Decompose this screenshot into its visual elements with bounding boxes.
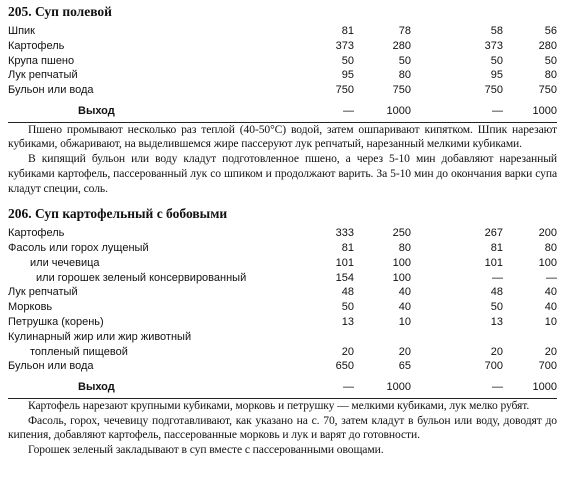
- gross-weight-2: 81: [490, 242, 503, 255]
- gross-weight-1: 50: [341, 54, 354, 67]
- net-weight-2: 100: [538, 256, 557, 269]
- recipe-206-title: 206. Суп картофельный с бобовыми: [8, 206, 228, 222]
- gross-weight-2: —: [492, 271, 503, 284]
- net-weight-1: 280: [392, 39, 411, 52]
- net-weight-2: —: [546, 271, 557, 284]
- gross-weight-2: 48: [490, 286, 503, 299]
- gross-weight-2: 373: [484, 39, 503, 52]
- gross-weight-1: 154: [335, 271, 354, 284]
- net-weight-2: 40: [544, 301, 557, 314]
- output-value-1: —: [343, 104, 354, 117]
- ingredient-row: [8, 359, 557, 374]
- recipe-206-paragraph: Фасоль, горох, чечевицу подготавливают, как указано на с. 70, затем кладут в бульон или воду, доводят до кипения, добавляют картофель, пассерованные морковь и лук и варят до готовности.: [8, 413, 557, 442]
- output-value-2: 1000: [386, 381, 411, 394]
- ingredient-name: Бульон или вода: [8, 84, 94, 97]
- ingredient-row: [8, 345, 557, 360]
- gross-weight-1: 333: [335, 227, 354, 240]
- net-weight-1: 40: [398, 286, 411, 299]
- net-weight-2: 80: [544, 69, 557, 82]
- ingredient-name: Морковь: [8, 301, 53, 314]
- net-weight-1: 50: [398, 54, 411, 67]
- gross-weight-2: 58: [490, 25, 503, 37]
- gross-weight-1: 373: [335, 39, 354, 52]
- ingredient-row: [8, 39, 557, 54]
- recipe-205-ingredients-table: [8, 24, 557, 123]
- section-gap: [8, 196, 557, 206]
- net-weight-2: 80: [544, 242, 557, 255]
- net-weight-1: 20: [398, 345, 411, 358]
- net-weight-1: 100: [392, 256, 411, 269]
- net-weight-1: 10: [398, 316, 411, 329]
- gross-weight-1: 101: [335, 256, 354, 269]
- net-weight-1: 78: [398, 25, 411, 37]
- ingredient-name: Лук репчатый: [8, 69, 78, 82]
- net-weight-1: 80: [398, 242, 411, 255]
- net-weight-2: 50: [544, 54, 557, 67]
- net-weight-2: 750: [538, 84, 557, 97]
- ingredient-name: Лук репчатый: [8, 286, 78, 299]
- ingredient-name: или горошек зеленый консервированный: [36, 271, 247, 284]
- gross-weight-2: 700: [484, 360, 503, 373]
- recipe-page: [8, 4, 557, 458]
- recipe-206-paragraph: Картофель нарезают крупными кубиками, морковь и петрушку — мелкими кубиками, лук мелко рубят.: [28, 399, 530, 413]
- ingredient-row: [8, 271, 557, 286]
- net-weight-2: 56: [544, 25, 557, 37]
- output-value-4: 1000: [532, 104, 557, 117]
- ingredient-row: [8, 285, 557, 300]
- ingredient-row: [8, 54, 557, 69]
- recipe-205-paragraph: Пшено промывают несколько раз теплой (40-50°С) водой, затем ошпаривают кипятком. Шпик нарезают кубиками, обжаривают, на выделившемся жире пассеруют лук репчатый, нарезанный мелкими кубиками.: [8, 122, 557, 151]
- gross-weight-2: 750: [484, 84, 503, 97]
- net-weight-2: 40: [544, 286, 557, 299]
- net-weight-2: 700: [538, 360, 557, 373]
- gross-weight-2: 101: [484, 256, 503, 269]
- ingredient-row: [8, 241, 557, 256]
- ingredient-name: Фасоль или горох лущеный: [8, 242, 149, 255]
- output-value-1: —: [343, 381, 354, 394]
- ingredient-name: Шпик: [8, 25, 35, 37]
- gross-weight-1: 48: [341, 286, 354, 299]
- gross-weight-2: 267: [484, 227, 503, 240]
- ingredient-name: Кулинарный жир или жир животный: [8, 330, 192, 343]
- ingredient-row: [8, 83, 557, 98]
- output-label: Выход: [78, 381, 115, 394]
- ingredient-row: [8, 330, 557, 345]
- net-weight-1: 40: [398, 301, 411, 314]
- table-rule: [8, 122, 557, 123]
- gross-weight-1: 13: [341, 316, 354, 329]
- net-weight-2: 200: [538, 227, 557, 240]
- output-value-2: 1000: [386, 104, 411, 117]
- net-weight-2: 280: [538, 39, 557, 52]
- gross-weight-1: 81: [341, 25, 354, 37]
- gross-weight-2: 20: [490, 345, 503, 358]
- gross-weight-1: 20: [341, 345, 354, 358]
- gross-weight-2: 50: [490, 54, 503, 67]
- ingredient-row: [8, 24, 557, 39]
- gross-weight-1: 81: [341, 242, 354, 255]
- recipe-205-title: 205. Суп полевой: [8, 4, 112, 19]
- gross-weight-1: 95: [341, 69, 354, 82]
- output-row: [8, 380, 557, 395]
- gross-weight-2: 50: [490, 301, 503, 314]
- ingredient-row: [8, 256, 557, 271]
- ingredient-row: [8, 300, 557, 315]
- gross-weight-1: 750: [335, 84, 354, 97]
- ingredient-name: Петрушка (корень): [8, 316, 104, 329]
- ingredient-name: Картофель: [8, 227, 65, 240]
- table-rule: [8, 398, 557, 399]
- ingredient-row: [8, 68, 557, 83]
- gross-weight-1: 650: [335, 360, 354, 373]
- output-value-3: —: [492, 381, 503, 394]
- recipe-206-ingredients-table: [8, 226, 557, 399]
- ingredient-name: Картофель: [8, 39, 65, 52]
- gross-weight-2: 95: [490, 69, 503, 82]
- output-label: Выход: [78, 104, 115, 117]
- ingredient-row: [8, 315, 557, 330]
- net-weight-2: 10: [544, 316, 557, 329]
- output-value-4: 1000: [532, 381, 557, 394]
- gross-weight-2: 13: [490, 316, 503, 329]
- gross-weight-1: 50: [341, 301, 354, 314]
- ingredient-name: Бульон или вода: [8, 360, 94, 373]
- net-weight-1: 100: [392, 271, 411, 284]
- net-weight-1: 80: [398, 69, 411, 82]
- net-weight-1: 65: [398, 360, 411, 373]
- net-weight-1: 250: [392, 227, 411, 240]
- output-value-3: —: [492, 104, 503, 117]
- net-weight-2: 20: [544, 345, 557, 358]
- ingredient-row: [8, 226, 557, 241]
- net-weight-1: 750: [392, 84, 411, 97]
- output-row: [8, 104, 557, 119]
- recipe-206-paragraph: Горошек зеленый закладывают в суп вместе с пассерованными овощами.: [28, 443, 384, 457]
- recipe-205-paragraph: В кипящий бульон или воду кладут подготовленное пшено, а через 5-10 мин добавляют нарезанный кубиками картофель, пассерованный лук со шпиком и продолжают варить. За 5-10 мин до окончания варки супа кладут специи, соль.: [8, 152, 557, 195]
- ingredient-name: топленый пищевой: [30, 345, 128, 358]
- ingredient-name: или чечевица: [30, 256, 100, 269]
- ingredient-name: Крупа пшено: [8, 54, 75, 67]
